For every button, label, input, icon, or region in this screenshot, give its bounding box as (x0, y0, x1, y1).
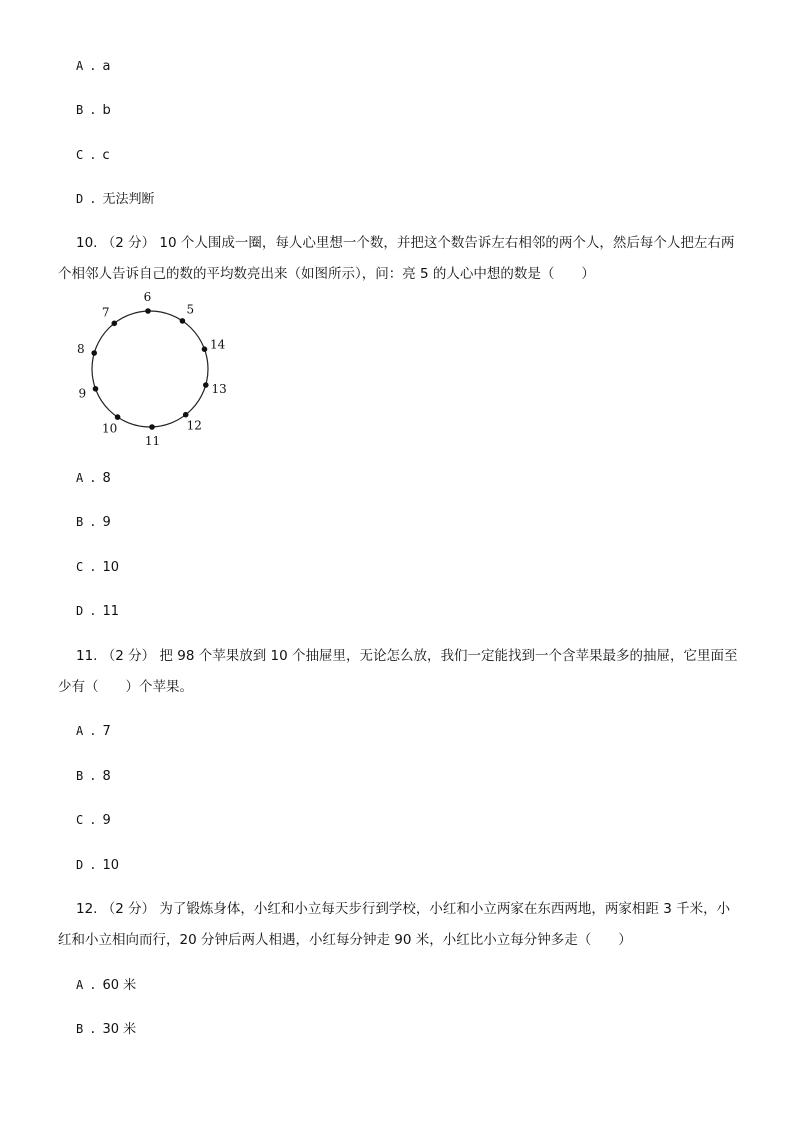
ring-number-label: 11 (144, 434, 161, 448)
option-letter: B (76, 1022, 84, 1036)
option-letter: C (76, 813, 84, 827)
q12-stem-line2: 红和小立相向而行，20 分钟后两人相遇，小红每分钟走 90 米，小红比小立每分钟多走（ ） (58, 932, 632, 948)
ring-dot (183, 412, 189, 418)
ring-dot (180, 318, 186, 324)
q10-option-d[interactable]: D . 11 (76, 604, 120, 619)
option-text: 7 (102, 724, 111, 739)
option-text: 8 (102, 769, 111, 784)
q10-option-a[interactable]: A . 8 (76, 471, 111, 486)
ring-number-label: 7 (101, 305, 110, 320)
option-letter: C (76, 148, 84, 162)
ring-dot (202, 346, 208, 352)
ring-line (92, 311, 208, 427)
option-letter: B (76, 515, 84, 529)
ring-number-label: 9 (78, 386, 87, 401)
option-text: 10 (102, 560, 120, 575)
option-letter: C (76, 560, 84, 574)
q12-stem-line1: 12. （2 分） 为了锻炼身体，小红和小立每天步行到学校，小红和小立两家在东西两地，两家相距 3 千米，小 (76, 901, 731, 917)
option-letter: A (76, 724, 84, 738)
option-text: a (102, 59, 111, 74)
option-text: 9 (102, 813, 111, 828)
q9-option-b[interactable]: B . b (76, 103, 111, 118)
ring-dot (112, 321, 118, 327)
q11-option-a[interactable]: A . 7 (76, 724, 111, 739)
ring-number-label: 13 (211, 381, 227, 396)
q10-stem-line2: 个相邻人告诉自己的数的平均数亮出来（如图所示），问：亮 5 的人心中想的数是（ ） (58, 266, 595, 282)
ring-number-label: 10 (102, 421, 118, 436)
option-text: 8 (102, 471, 111, 486)
option-letter: D (76, 192, 84, 206)
ring-number-label: 8 (76, 342, 85, 357)
ring-dot (115, 414, 121, 420)
option-text: c (102, 148, 110, 163)
q9-option-d[interactable]: D . 无法判断 (76, 192, 155, 207)
q11-stem-line2: 少有（ ）个苹果。 (58, 679, 193, 695)
ring-dot (203, 382, 209, 388)
ring-dots (91, 308, 208, 430)
ring-number-label: 6 (143, 290, 152, 304)
q10-option-c[interactable]: C . 10 (76, 560, 120, 575)
ring-number-label: 12 (186, 418, 202, 433)
q11-option-c[interactable]: C . 9 (76, 813, 111, 828)
q12-option-b[interactable]: B . 30 米 (76, 1022, 137, 1037)
option-text: 30 米 (102, 1022, 137, 1037)
option-text: 无法判断 (102, 192, 155, 207)
option-letter: B (76, 103, 84, 117)
option-letter: D (76, 858, 84, 872)
q10-option-b[interactable]: B . 9 (76, 515, 111, 530)
option-text: b (102, 103, 111, 118)
ring-number-label: 5 (186, 302, 195, 317)
ring-dot (149, 424, 155, 430)
option-letter: B (76, 769, 84, 783)
q9-option-c[interactable]: C . c (76, 148, 110, 163)
option-text: 60 米 (102, 978, 137, 993)
q11-option-b[interactable]: B . 8 (76, 769, 111, 784)
option-text: 10 (102, 858, 120, 873)
ring-number-label: 14 (210, 337, 226, 352)
ring-dot (93, 386, 99, 392)
option-text: 9 (102, 515, 111, 530)
q11-option-d[interactable]: D . 10 (76, 858, 120, 873)
option-text: 11 (102, 604, 120, 619)
q9-option-a[interactable]: A . a (76, 59, 111, 74)
option-letter: A (76, 471, 84, 485)
q10-stem-line1: 10. （2 分） 10 个人围成一圈，每人心里想一个数，并把这个数告诉左右相邻的两个人，然后每个人把左右两 (76, 235, 735, 251)
option-letter: A (76, 978, 84, 992)
option-letter: D (76, 604, 84, 618)
q11-stem-line1: 11. （2 分） 把 98 个苹果放到 10 个抽屉里，无论怎么放，我们一定能找到一个含苹果最多的抽屉，它里面至 (76, 648, 738, 664)
circle-of-numbers-figure (70, 290, 230, 450)
ring-dot (91, 350, 97, 356)
q12-option-a[interactable]: A . 60 米 (76, 978, 137, 993)
option-letter: A (76, 59, 84, 73)
ring-dot (145, 308, 151, 314)
